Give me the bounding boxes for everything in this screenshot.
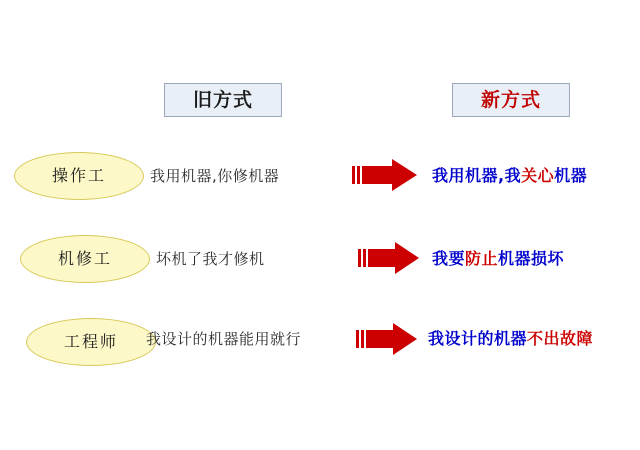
new-way-text-post: 机器 — [554, 166, 588, 185]
new-way-text-pre: 我设计的机器 — [428, 329, 528, 348]
role-label-mechanic: 机修工 — [20, 235, 150, 283]
role-label-operator: 操作工 — [14, 152, 144, 200]
right-arrow-icon — [358, 241, 420, 275]
header-old-way: 旧方式 — [164, 83, 282, 117]
new-way-text-pre: 我要 — [432, 249, 466, 268]
new-way-statement — [432, 246, 564, 269]
old-way-statement: 坏机了我才修机 — [156, 250, 265, 268]
new-way-text-pre: 我用机器,我 — [432, 166, 522, 185]
right-arrow-icon — [356, 322, 418, 356]
role-label-engineer: 工程师 — [26, 318, 156, 366]
new-way-text-post: 机器损坏 — [498, 249, 565, 268]
new-way-text-highlight: 不出故障 — [527, 329, 594, 348]
old-way-statement: 我设计的机器能用就行 — [146, 330, 302, 348]
old-way-statement: 我用机器,你修机器 — [150, 167, 280, 185]
new-way-statement — [432, 163, 587, 186]
new-way-statement — [428, 326, 593, 349]
new-way-text-highlight: 防止 — [465, 249, 499, 268]
header-new-way: 新方式 — [452, 83, 570, 117]
new-way-text-highlight: 关心 — [521, 166, 555, 185]
right-arrow-icon — [352, 158, 418, 192]
